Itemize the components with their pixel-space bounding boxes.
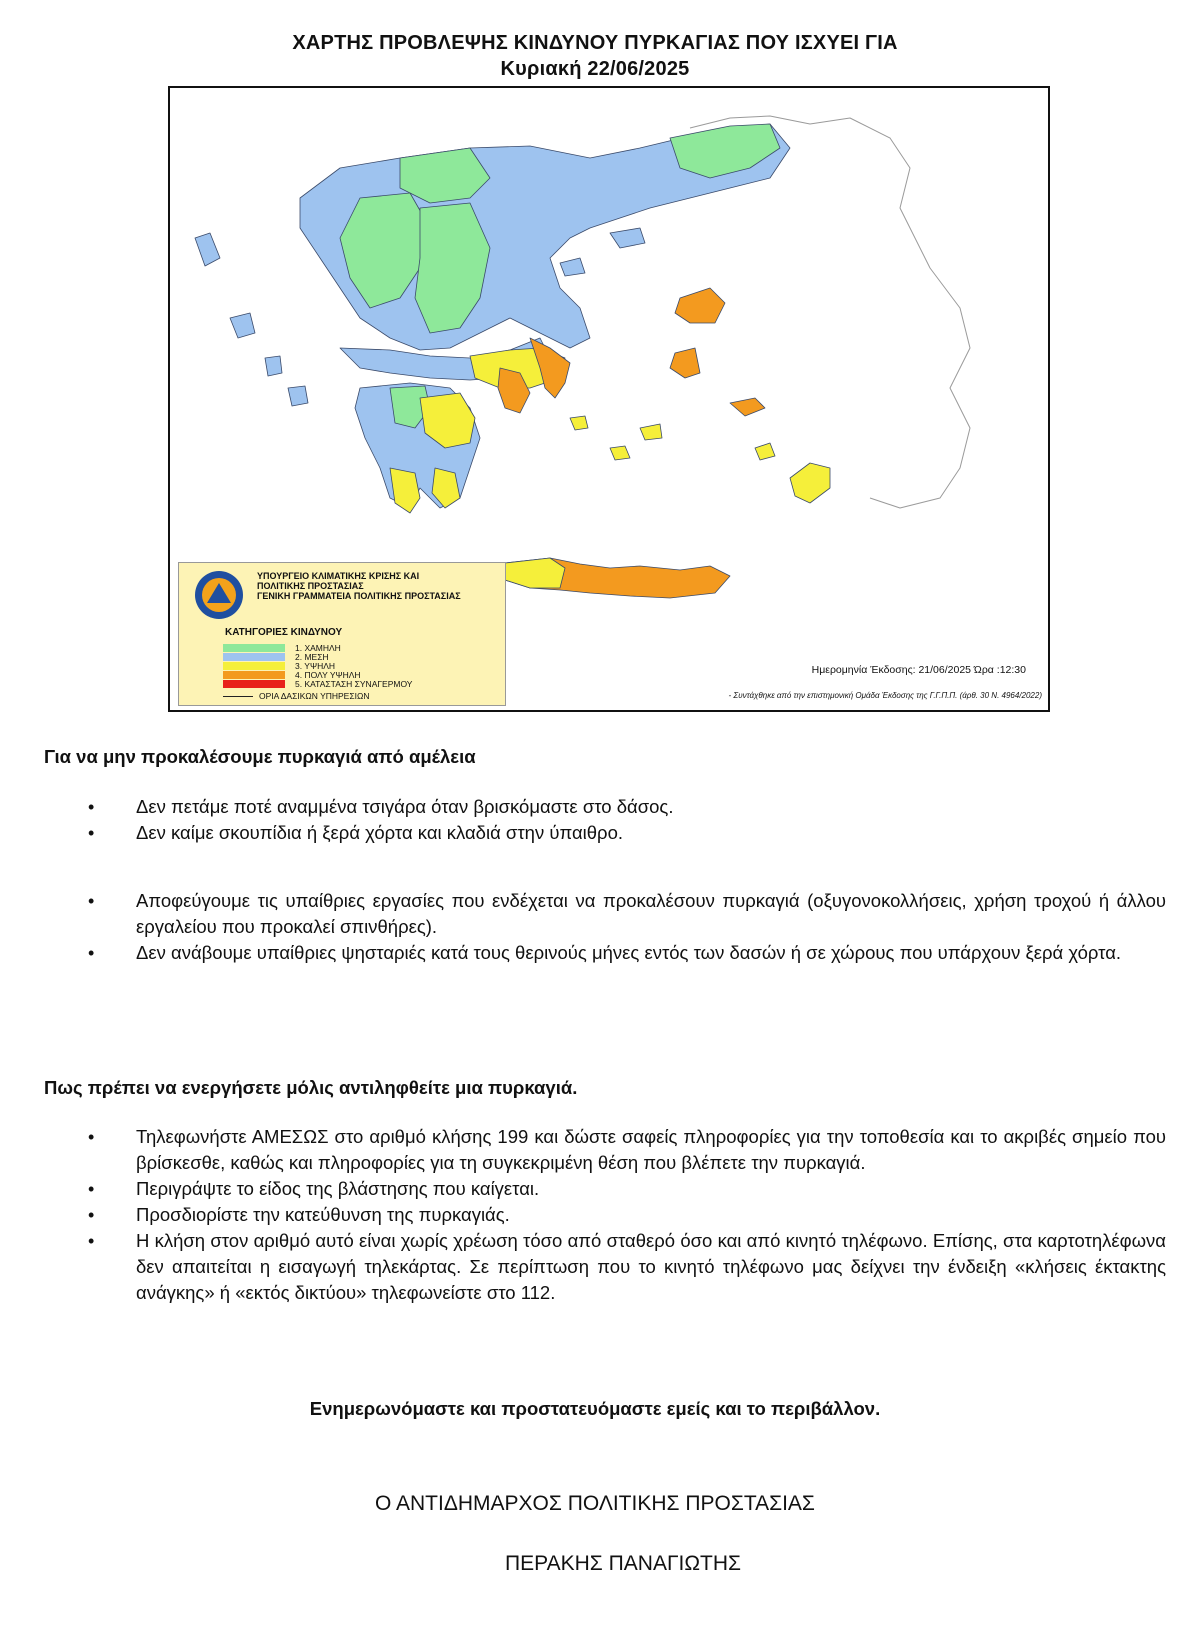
- list-item: [0, 1228, 1190, 1306]
- signer-name: ΠΕΡΑΚΗΣ ΠΑΝΑΓΙΩΤΗΣ: [505, 1552, 742, 1575]
- issue-note: - Συντάχθηκε από την επιστημονική Ομάδα Έκδοσης της Γ.Γ.Π.Π. (άρθ. 30 Ν. 4964/2022): [728, 691, 1042, 700]
- legend-category: [223, 679, 412, 689]
- prevention-list: [0, 794, 1190, 846]
- bullet-icon: •: [88, 1205, 95, 1225]
- fire-risk-map: [168, 86, 1050, 712]
- legend-swatch-alert: [223, 680, 285, 688]
- list-item-text: Δεν καίμε σκουπίδια ή ξερά χόρτα και κλαδιά στην ύπαιθρο.: [136, 822, 623, 843]
- legend-category-label: 3. ΥΨΗΛΗ: [295, 661, 336, 671]
- legend-organization: [257, 571, 461, 601]
- legend-category-label: 2. ΜΕΣΗ: [295, 652, 329, 662]
- bullet-icon: •: [88, 943, 95, 963]
- bullet-icon: •: [88, 891, 95, 911]
- signer-role: Ο ΑΝΤΙΔΗΜΑΡΧΟΣ ΠΟΛΙΤΙΚΗΣ ΠΡΟΣΤΑΣΙΑΣ: [375, 1492, 815, 1515]
- list-item: [0, 1176, 1190, 1202]
- civil-protection-seal-icon: [189, 569, 249, 621]
- map-legend: [178, 562, 506, 706]
- legend-category-label: 4. ΠΟΛΥ ΥΨΗΛΗ: [295, 670, 361, 680]
- legend-swatch-medium: [223, 653, 285, 661]
- legend-swatch-high: [223, 662, 285, 670]
- issue-date: Ημερομηνία Έκδοσης: 21/06/2025 Ώρα :12:30: [811, 664, 1026, 676]
- legend-org-line3: ΓΕΝΙΚΗ ΓΡΑΜΜΑΤΕΙΑ ΠΟΛΙΤΙΚΗΣ ΠΡΟΣΤΑΣΙΑΣ: [257, 591, 461, 601]
- list-item: [0, 794, 1190, 820]
- closing-statement: Ενημερωνόμαστε και προστατευόμαστε εμείς και το περιβάλλον.: [309, 1398, 881, 1419]
- list-item: [0, 820, 1190, 846]
- map-title: [0, 30, 1190, 82]
- bullet-icon: •: [88, 823, 95, 843]
- bullet-icon: •: [88, 1127, 95, 1147]
- legend-swatch-very-high: [223, 671, 285, 679]
- list-item: [0, 1202, 1190, 1228]
- response-list: [0, 1124, 1190, 1306]
- legend-org-line2: ΠΟΛΙΤΙΚΗΣ ΠΡΟΣΤΑΣΙΑΣ: [257, 581, 364, 591]
- list-item-text: Περιγράψτε το είδος της βλάστησης που καίγεται.: [136, 1178, 540, 1199]
- legend-category-label: 1. ΧΑΜΗΛΗ: [295, 643, 341, 653]
- bullet-icon: •: [88, 1231, 95, 1251]
- list-item: [0, 940, 1190, 966]
- prevention-title: Για να μην προκαλέσουμε πυρκαγιά από αμέλεια: [44, 746, 476, 767]
- list-item-text: Δεν ανάβουμε υπαίθριες ψησταριές κατά τους θερινούς μήνες εντός των δασών ή σε χώρους που υπάρχουν ξερά χόρτα.: [136, 942, 1122, 963]
- list-item-text: Δεν πετάμε ποτέ αναμμένα τσιγάρα όταν βρισκόμαστε στο δάσος.: [136, 796, 674, 817]
- prevention-list-continued: [0, 888, 1190, 966]
- list-item: [0, 888, 1190, 940]
- legend-boundary-line: [223, 696, 253, 697]
- response-title: Πως πρέπει να ενεργήσετε μόλις αντιληφθείτε μια πυρκαγιά.: [44, 1077, 578, 1098]
- legend-boundary-key: [223, 691, 369, 701]
- map-title-line1: ΧΑΡΤΗΣ ΠΡΟΒΛΕΨΗΣ ΚΙΝΔΥΝΟΥ ΠΥΡΚΑΓΙΑΣ ΠΟΥ ΙΣΧΥΕΙ ΓΙΑ: [292, 32, 898, 54]
- bullet-icon: •: [88, 1179, 95, 1199]
- map-title-date: Κυριακή 22/06/2025: [500, 58, 690, 80]
- legend-category-label: 5. ΚΑΤΑΣΤΑΣΗ ΣΥΝΑΓΕΡΜΟΥ: [295, 679, 413, 689]
- legend-boundary-label: ΟΡΙΑ ΔΑΣΙΚΩΝ ΥΠΗΡΕΣΙΩΝ: [259, 691, 370, 701]
- list-item-text: Τηλεφωνήστε ΑΜΕΣΩΣ στο αριθμό κλήσης 199 και δώστε σαφείς πληροφορίες για την τοποθεσία και το ακριβές σημείο που βρίσκεσθε, καθώς και πληροφορίες για τη συγκεκριμένη θέση που βλέπετε την πυρκαγιά.: [136, 1126, 1166, 1173]
- legend-swatch-low: [223, 644, 285, 652]
- legend-org-line1: ΥΠΟΥΡΓΕΙΟ ΚΛΙΜΑΤΙΚΗΣ ΚΡΙΣΗΣ ΚΑΙ: [257, 571, 420, 581]
- legend-categories-title: ΚΑΤΗΓΟΡΙΕΣ ΚΙΝΔΥΝΟΥ: [225, 627, 343, 638]
- list-item-text: Η κλήση στον αριθμό αυτό είναι χωρίς χρέωση τόσο από σταθερό όσο και από κινητό τηλέφωνο. Επίσης, στα καρτοτηλέφωνα δεν απαιτείται η εισαγωγή τηλεκάρτας. Σε περίπτωση που το κινητό τηλέφωνο μας δείχνει την ένδειξη «κλήσεις έκτακτης ανάγκης» ή «εκτός δικτύου» τηλεφωνείστε στο 112.: [136, 1230, 1166, 1303]
- list-item: [0, 1124, 1190, 1176]
- list-item-text: Αποφεύγουμε τις υπαίθριες εργασίες που ενδέχεται να προκαλέσουν πυρκαγιά (οξυγονοκολλήσεις, χρήση τροχού ή άλλου εργαλείου που προκαλεί σπινθήρες).: [136, 890, 1166, 937]
- list-item-text: Προσδιορίστε την κατεύθυνση της πυρκαγιάς.: [136, 1204, 510, 1225]
- bullet-icon: •: [88, 797, 95, 817]
